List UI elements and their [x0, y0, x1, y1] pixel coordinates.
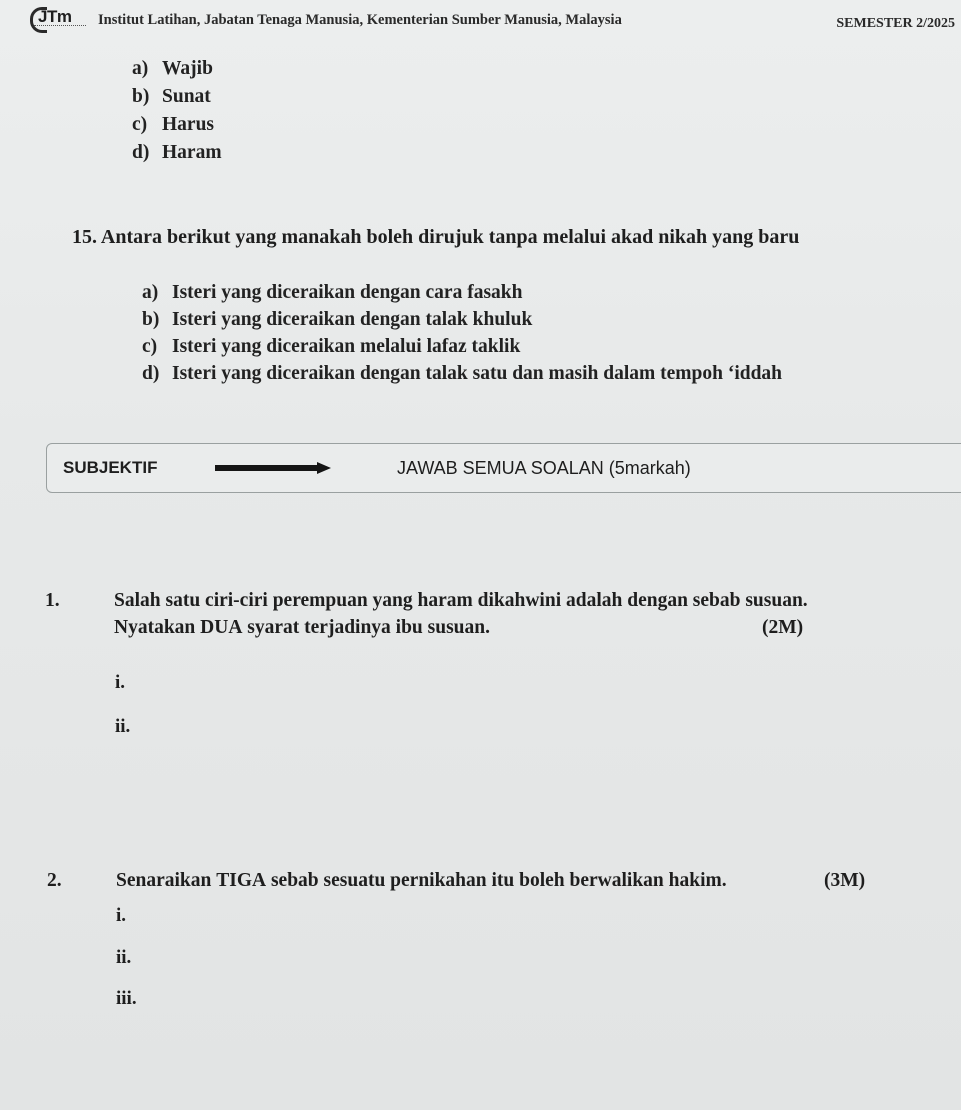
q1-answer-i: i.	[115, 672, 126, 693]
subjective-q2-line1	[116, 870, 727, 892]
option-text: Harus	[162, 114, 215, 135]
subjective-q2-marks: (3M)	[824, 870, 866, 891]
option-label: a)	[132, 58, 149, 79]
page-header	[30, 6, 955, 36]
q1-line2-pre: Nyatakan	[114, 617, 201, 638]
option-text: Isteri yang diceraikan dengan talak khuluk	[172, 309, 533, 330]
q2-answer-iii: iii.	[116, 988, 137, 1009]
q14-option-c	[132, 114, 214, 136]
subjective-q1-number: 1.	[45, 590, 60, 611]
option-label: a)	[142, 282, 159, 303]
q2-line1-post: sebab sesuatu pernikahan itu boleh berwalikan hakim.	[266, 870, 727, 891]
subjective-q1-line2	[114, 617, 490, 639]
subjective-q1-line1: Salah satu ciri-ciri perempuan yang haram dikahwini adalah dengan sebab susuan.	[114, 590, 808, 611]
institute-name: Institut Latihan, Jabatan Tenaga Manusia, Kementerian Sumber Manusia, Malaysia	[98, 12, 622, 28]
option-text: Wajib	[162, 58, 213, 79]
question-number: 15.	[72, 226, 97, 248]
option-label: c)	[132, 114, 148, 135]
q15-option-b	[142, 309, 532, 331]
logo-text: JTm	[38, 7, 72, 26]
option-label: c)	[142, 336, 158, 357]
section-title: SUBJEKTIF	[63, 458, 158, 477]
option-label: d)	[132, 142, 150, 163]
option-text: Isteri yang diceraikan dengan cara fasakh	[172, 282, 523, 303]
q1-line2-bold: DUA	[200, 617, 243, 638]
option-label: b)	[142, 309, 160, 330]
q2-answer-ii: ii.	[116, 947, 132, 968]
q14-option-b	[132, 86, 211, 108]
q2-line1-pre: Senaraikan	[116, 870, 217, 891]
q14-option-a	[132, 58, 213, 80]
logo-underline	[34, 25, 86, 30]
q14-option-d	[132, 142, 222, 164]
subjective-q1-marks: (2M)	[762, 617, 804, 638]
q15-option-a	[142, 282, 522, 304]
arrow-right-icon	[215, 460, 331, 476]
q1-answer-ii: ii.	[115, 716, 131, 737]
question-text: Antara berikut yang manakah boleh dirujuk tanpa melalui akad nikah yang baru	[100, 226, 800, 248]
section-instruction: JAWAB SEMUA SOALAN (5markah)	[397, 458, 691, 478]
option-label: d)	[142, 363, 160, 384]
option-text: Haram	[162, 142, 222, 163]
subjective-banner	[46, 443, 961, 493]
q2-answer-i: i.	[116, 905, 127, 926]
q15-option-d	[142, 363, 782, 385]
option-label: b)	[132, 86, 150, 107]
option-text: Isteri yang diceraikan dengan talak satu dan masih dalam tempoh ‘iddah	[172, 363, 783, 384]
option-text: Sunat	[162, 86, 211, 107]
semester-label: SEMESTER 2/2025	[836, 16, 955, 31]
option-text: Isteri yang diceraikan melalui lafaz taklik	[172, 336, 521, 357]
q1-line2-post: syarat terjadinya ibu susuan.	[242, 617, 490, 638]
jtm-logo	[30, 6, 92, 34]
q15-option-c	[142, 336, 520, 358]
subjective-q2-number: 2.	[47, 870, 62, 891]
question-15	[72, 226, 799, 249]
q2-line1-bold: TIGA	[216, 870, 267, 891]
